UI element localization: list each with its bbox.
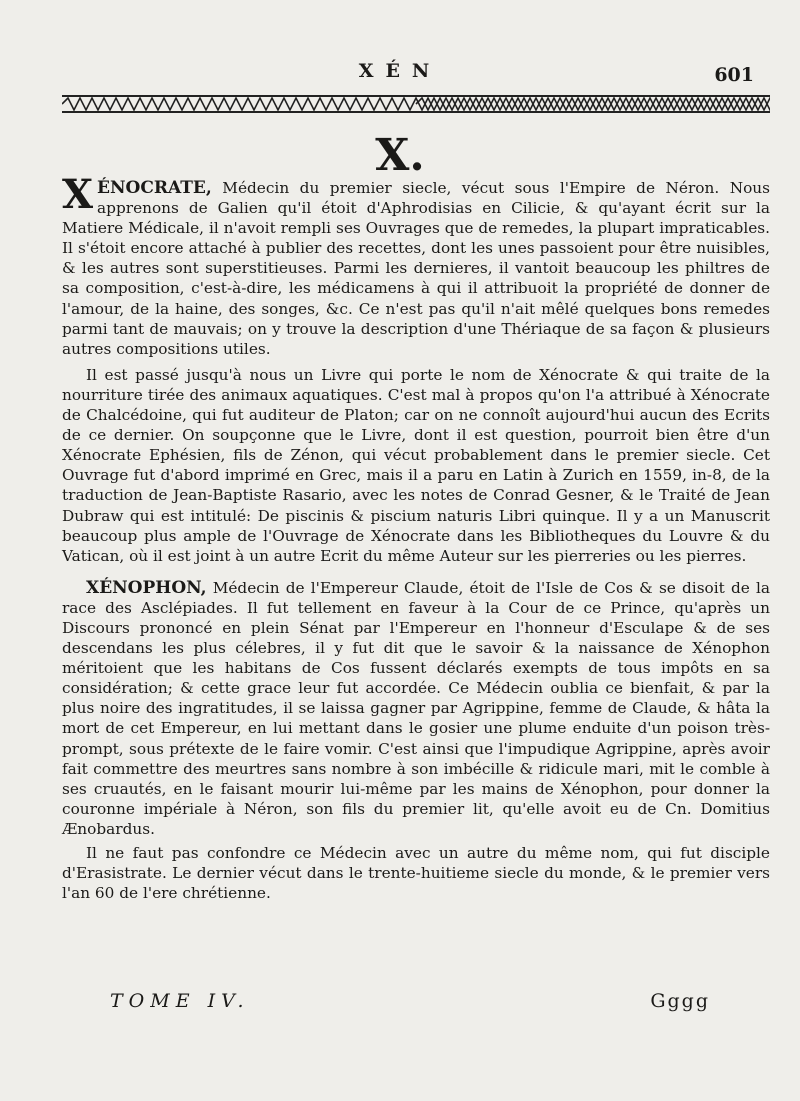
paragraph — [62, 578, 770, 839]
page-header — [0, 60, 800, 86]
running-head: XÉN — [358, 60, 442, 82]
volume-mark: TOME IV. — [110, 990, 250, 1012]
entry-xenophon — [62, 578, 770, 904]
page-number: 601 — [714, 64, 754, 86]
ornamental-rule — [62, 94, 770, 114]
paragraph-text: Médecin du premier siecle, vécut sous l'Empire de Néron. Nous apprenons de Galien qu'il étoit d'Aphrodisias en Cilicie, & qu'ayant écrit sur la Matiere Médicale, il n'avoit rempli ses Ouvrages que de remedes, la plupart impraticables. Il s'étoit encore attaché à publier des recettes, dont les unes passoient pour être nuisibles, & les autres sont superstitieuses. Parmi les dernieres, il vantoit beaucoup les philtres de sa composition, c'est-à-dire, les médicamens à qui il attribuoit la propriété de donner de l'amour, de la haine, des songes, &c. Ce n'est pas qu'il n'ait mêlé quelques bons remedes parmi tant de mauvais; on y trouve la description d'une Thériaque de sa façon & plusieurs autres compositions utiles. — [62, 179, 770, 358]
paragraph: Il est passé jusqu'à nous un Livre qui porte le nom de Xénocrate & qui traite de la nourriture tirée des animaux aquatiques. C'est mal à propos qu'on l'a attribué à Xénocrate de Chalcédoine, qui fut auditeur de Platon; car on ne connoît aujourd'hui aucun des Ecrits de ce dernier. On soupçonne que le Livre, dont il est question, pourroit bien être d'un Xénocrate Ephésien, fils de Zénon, qui vécut probablement dans le premier siecle. Cet Ouvrage fut d'abord imprimé en Grec, mais il a paru en Latin à Zurich en 1559, in-8, de la traduction de Jean-Baptiste Rasario, avec les notes de Conrad Gesner, & le Traité de Jean Dubraw qui est intitulé: De piscinis & piscium naturis Libri quinque. Il y a un Manuscrit beaucoup plus ample de l'Ouvrage de Xénocrate dans les Bibliotheques du Louvre & du Vatican, où il est joint à un autre Ecrit du même Auteur sur les pierreries ou les pierres. — [62, 365, 770, 565]
body-text — [62, 171, 770, 915]
page-footer — [110, 990, 710, 1020]
paragraph-text: Médecin de l'Empereur Claude, étoit de l'Isle de Cos & se disoit de la race des Asclépiades. Il fut tellement en faveur à la Cour de ce Prince, qu'après un Discours prononcé en plein Sénat par l'Empereur en l'honneur d'Esculape & de ses descendans les plus célebres, il y fut dit que le savoir & la naissance de Xénophon méritoient que les habitans de Cos fussent déclarés exempts de tous impôts en sa considération; & cette grace leur fut accordée. Ce Médecin oublia ce bienfait, & par la plus noire des ingratitudes, il se laissa gagner par Agrippine, femme de Claude, & hâta la mort de cet Empereur, en lui mettant dans le gosier une plume enduite d'un poison très-prompt, sous prétexte de le faire vomir. C'est ainsi que l'impudique Agrippine, après avoir fait commettre des meurtres sans nombre à son imbécille & ridicule mari, mit le comble à ses cruautés, en le faisant mourir lui-même par les mains de Xénophon, pour donner la couronne impériale à Néron, son fils du premier lit, qu'elle avoit eu de Cn. Domitius Ænobardus. — [62, 578, 770, 838]
paragraph: Il ne faut pas confondre ce Médecin avec un autre du même nom, qui fut disciple d'Erasistrate. Le dernier vécut dans le trente-huitieme siecle du monde, & le premier vers l'an 60 de l'ere chrétienne. — [62, 844, 770, 903]
paragraph — [62, 171, 770, 359]
entry-head: ÉNOCRATE, — [97, 178, 212, 198]
entry-head: XÉNOPHON, — [86, 577, 207, 598]
section-letter: X. — [375, 130, 425, 181]
signature-mark: Gggg — [650, 990, 710, 1012]
entry-xenocrate — [62, 171, 770, 566]
drop-cap: X — [62, 171, 94, 218]
